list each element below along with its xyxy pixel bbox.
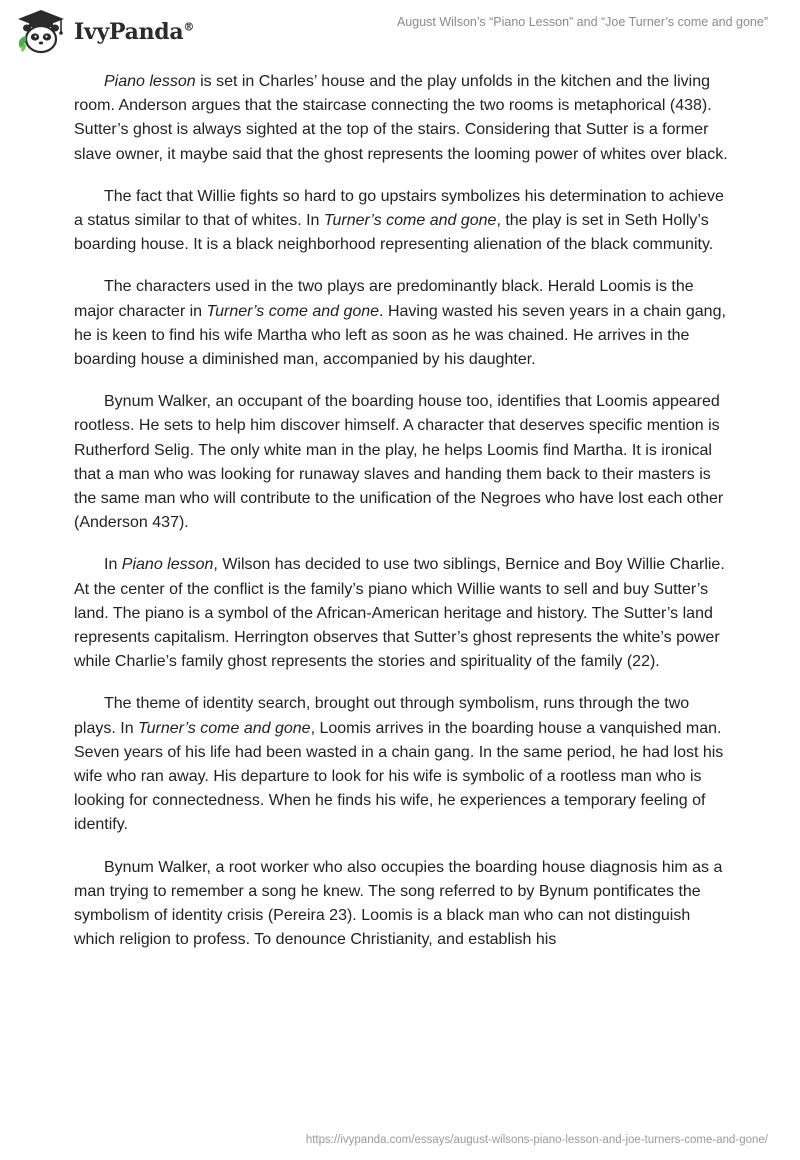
panda-graduate-icon: [14, 8, 68, 56]
text-run: The characters used in the two plays are predominantly black. Herald Loomis is the major character in: [74, 278, 694, 320]
text-run: , Loomis arrives in the boarding house a vanquished man. Seven years of his life had been wasted in a chain gang. In the same period, he had lost his wife who ran away. His departure to look for his wife is symbolic of a rootless man who is looking for connectedness. When he finds his wife, he experiences a temporary feeling of identify.: [74, 719, 724, 834]
body-paragraph: [74, 692, 734, 837]
page-header: [0, 0, 800, 64]
text-run: , the play is set in Seth Holly’s boarding house. It is a black neighborhood representing alienation of the black community.: [74, 212, 714, 254]
text-run: The fact that Willie fights so hard to go upstairs symbolizes his determination to achieve a status similar to that of whites. In: [74, 187, 724, 230]
body-paragraph: [74, 185, 734, 258]
brand-name: IvyPanda®: [74, 19, 195, 45]
text-run: . Having wasted his seven years in a chain gang, he is keen to find his wife Martha who left as soon as he was chained. He arrives in the boarding house a diminished man, accompanied by his daughter.: [74, 302, 726, 369]
italic-title-run: Piano lesson: [121, 556, 214, 574]
italic-title-run: Turner’s come and gone: [138, 719, 311, 737]
text-run: is set in Charles’ house and the play unfolds in the kitchen and the living room. Anderson argues that the staircase connecting the two rooms is metaphorical (438). Sutter’s ghost is always sighted at the top of the stairs. Considering that Sutter is a former slave owner, it maybe said that the ghost represents the looming power of whites over black.: [74, 73, 728, 163]
text-run: Bynum Walker, an occupant of the boarding house too, identifies that Loomis appeared rootless. He sets to help him discover himself. A character that deserves specific mention is Rutherford Selig. The only white man in the play, he helps Loomis find Martha. It is ironical that a man who was looking for runaway slaves and handing them back to their masters is the same man who will contribute to the unification of the Negroes who have lost each other (Anderson 437).: [74, 393, 724, 532]
body-paragraph: [74, 275, 734, 372]
document-title: August Wilson’s “Piano Lesson” and “Joe Turner’s come and gone”: [396, 15, 768, 29]
italic-title-run: Piano lesson: [104, 73, 196, 90]
italic-title-run: Turner’s come and gone: [206, 302, 380, 320]
essay-body: [74, 70, 734, 971]
body-paragraph: [74, 553, 734, 674]
body-paragraph: [74, 856, 734, 953]
body-paragraph: [74, 70, 734, 167]
ivypanda-logo[interactable]: [14, 8, 194, 56]
text-run: , Wilson has decided to use two siblings, Bernice and Boy Willie Charlie. At the center of the conflict is the family’s piano which Willie wants to sell and buy Sutter’s land. The piano is a symbol of the African-American heritage and history. The Sutter’s land represents capitalism. Herrington observes that Sutter’s ghost represents the white’s power while Charlie’s family ghost represents the stories and spirituality of the family (22).: [74, 556, 725, 671]
italic-title-run: Turner’s come and gone: [323, 212, 497, 230]
text-run: The theme of identity search, brought out through symbolism, runs through the two plays. In: [74, 695, 690, 737]
body-paragraph: [74, 390, 734, 535]
text-run: In: [104, 556, 122, 574]
text-run: Bynum Walker, a root worker who also occupies the boarding house diagnosis him as a man trying to remember a song he knew. The song referred to by Bynum pontificates the symbolism of identity crisis (Pereira 23). Loomis is a black man who can not distinguish which religion to profess. To denounce Christianity, and establish his: [74, 858, 723, 949]
source-url[interactable]: https://ivypanda.com/essays/august-wilsons-piano-lesson-and-joe-turners-come-and-gone/: [305, 1134, 768, 1146]
